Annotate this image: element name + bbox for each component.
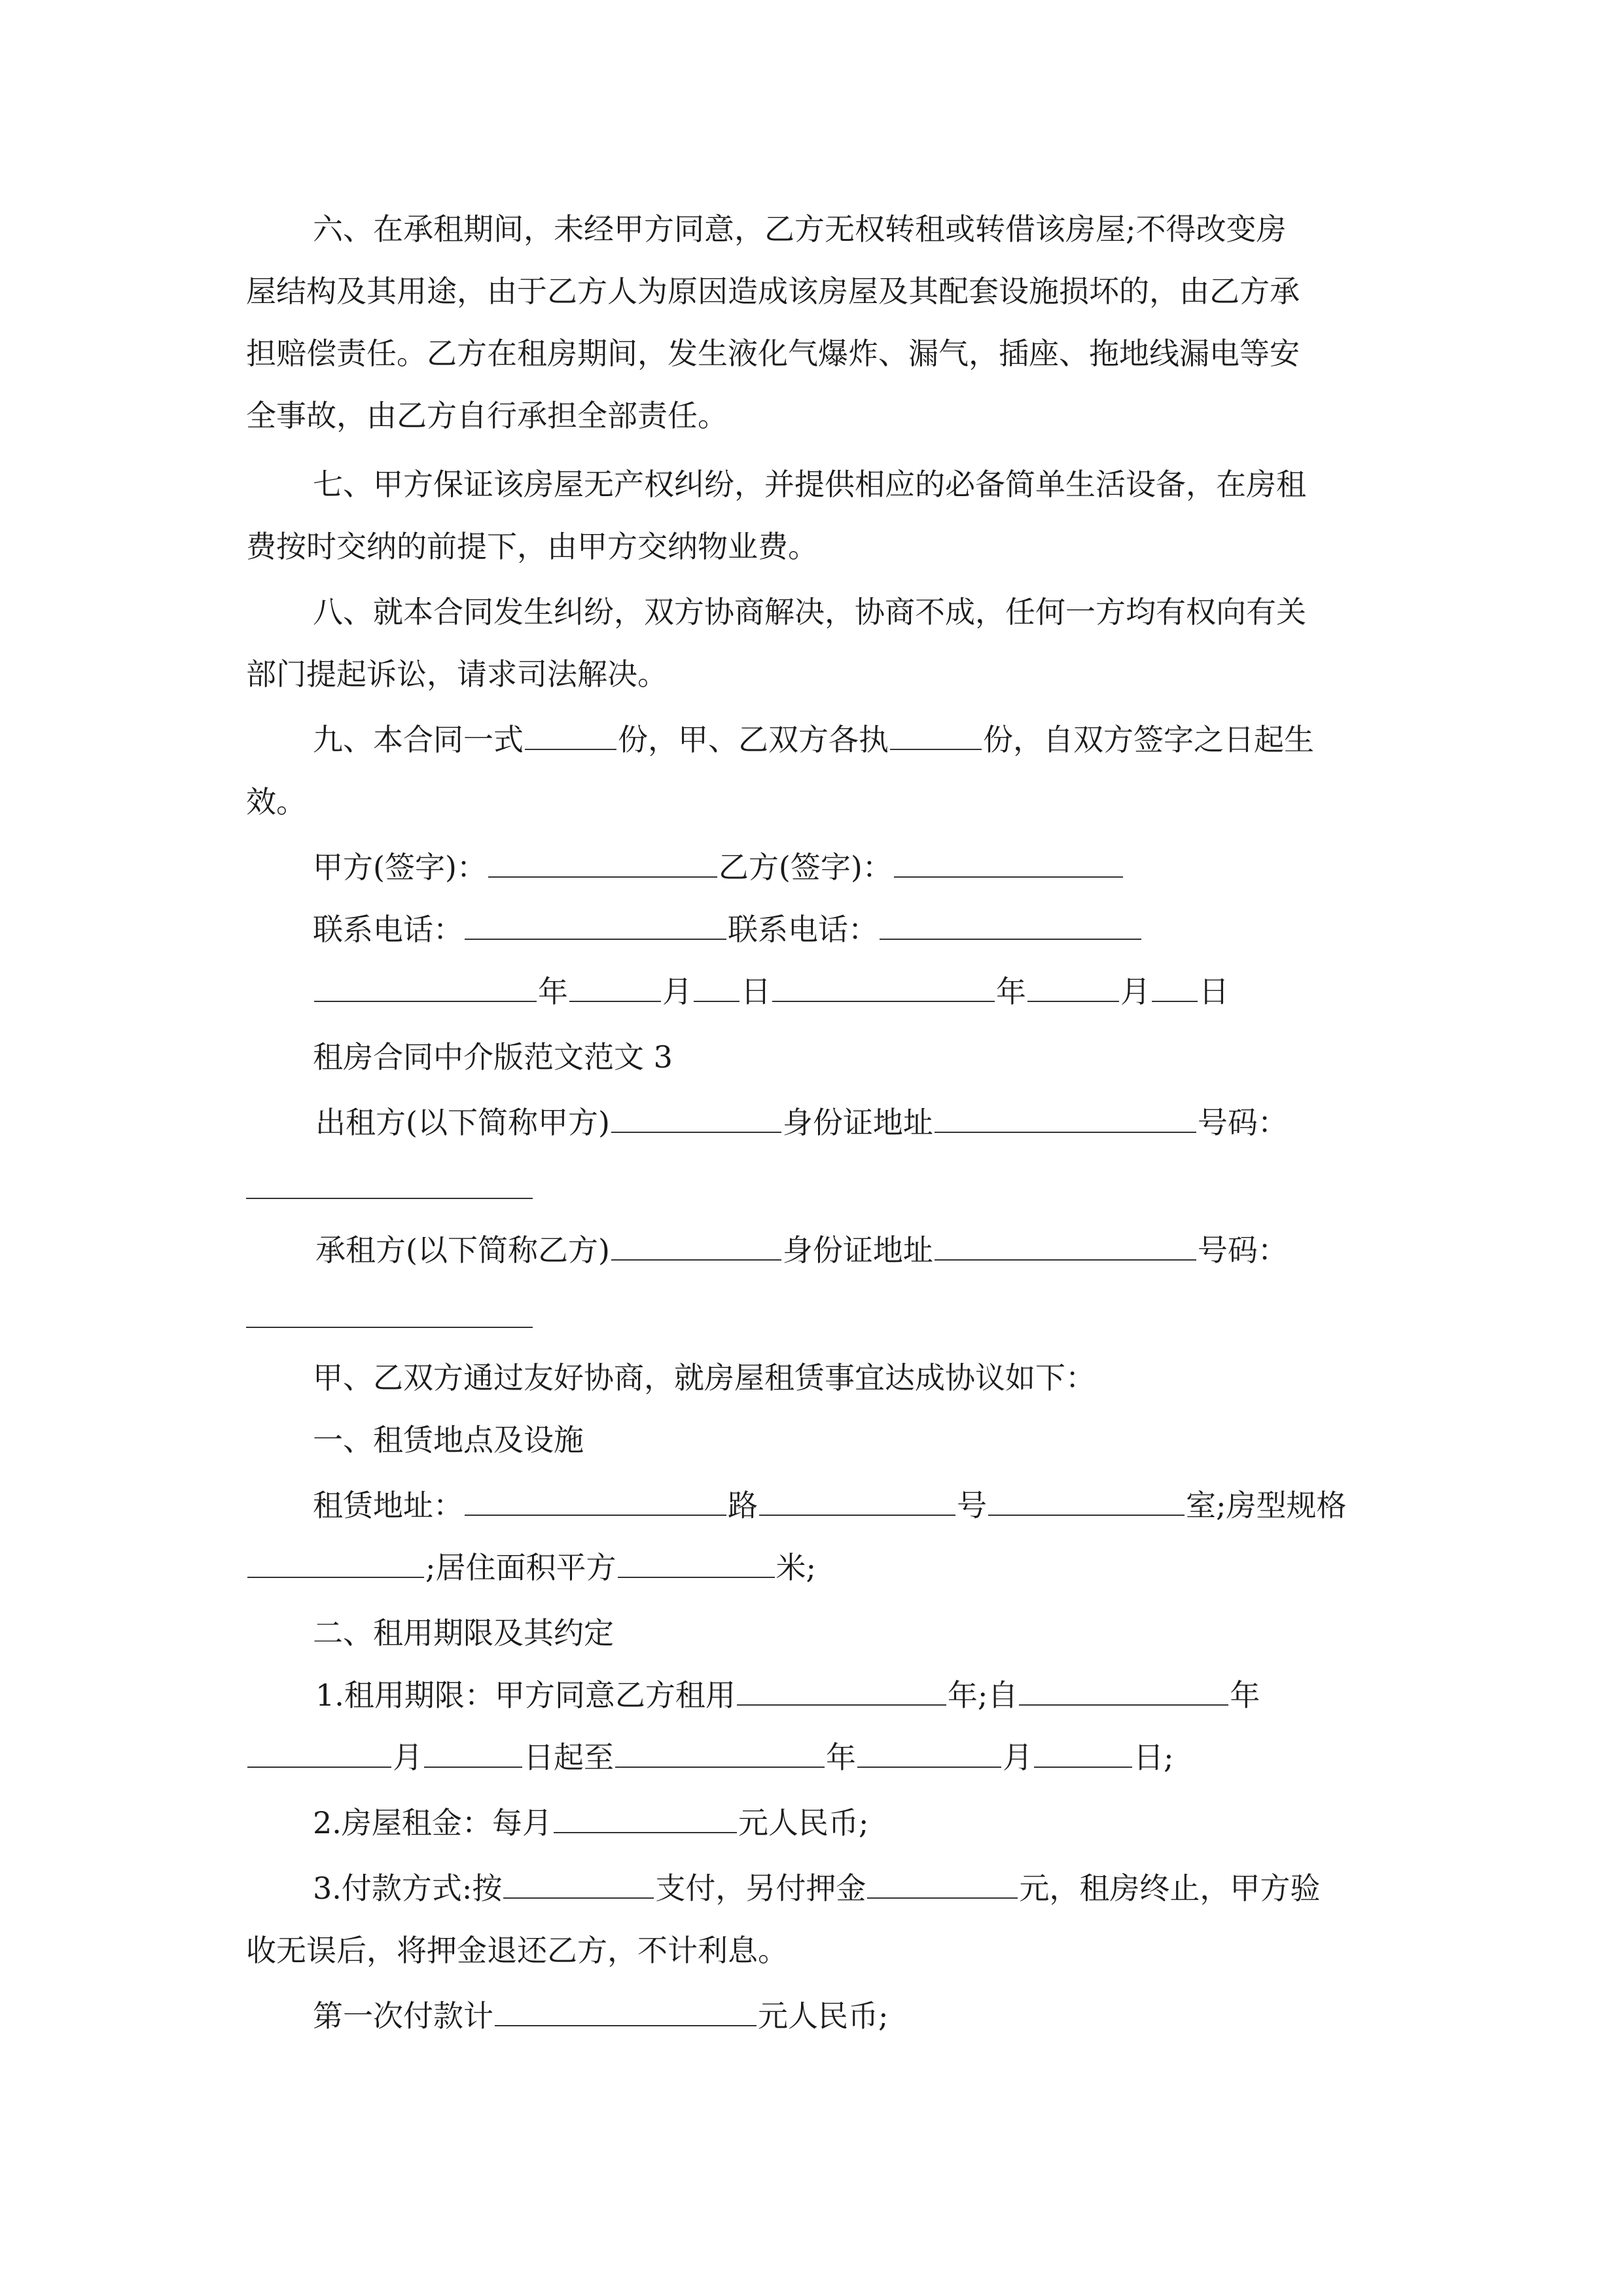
- meter-label: 米;: [776, 1550, 816, 1585]
- rental-address-label: 租赁地址：: [313, 1488, 463, 1523]
- copies-blank[interactable]: [525, 720, 616, 750]
- rent-row: [313, 1803, 868, 1842]
- copies-each-blank[interactable]: [890, 720, 982, 750]
- term-years-blank[interactable]: [737, 1676, 946, 1706]
- month-label: 月: [662, 974, 692, 1009]
- year-label: 年: [538, 974, 568, 1009]
- phone-row: [313, 910, 1143, 949]
- payment-method-blank[interactable]: [503, 1869, 654, 1899]
- term-label: 1.租用期限：甲方同意乙方租用: [315, 1677, 736, 1713]
- rent-blank[interactable]: [554, 1803, 737, 1833]
- rmb-label: 元人民币;: [758, 1998, 889, 2034]
- clause-8-line-1: 八、就本合同发生纠纷，双方协商解决，协商不成，任何一方均有权向有关: [313, 594, 1306, 630]
- room-type-label: 室;房型规格: [1186, 1488, 1347, 1523]
- party-a-year-blank[interactable]: [314, 972, 537, 1002]
- lessee-label: 承租方(以下简称乙方): [315, 1232, 610, 1268]
- lessor-id-address-blank[interactable]: [935, 1103, 1196, 1133]
- clause-7-line-1: 七、甲方保证该房屋无产权纠纷，并提供相应的必备简单生活设备，在房租: [313, 467, 1306, 502]
- party-b-phone-label: 联系电话：: [728, 912, 878, 947]
- clause-6-line-3: 担赔偿责任。乙方在租房期间，发生液化气爆炸、漏气，插座、拖地线漏电等安: [246, 336, 1300, 371]
- area-label: ;居住面积平方: [425, 1550, 616, 1585]
- lessor-number-blank[interactable]: [246, 1198, 533, 1199]
- clause-9-text-a: 九、本合同一式: [313, 722, 524, 757]
- year-label: 年: [996, 974, 1026, 1009]
- lessee-id-address-label: 身份证地址: [782, 1232, 933, 1268]
- area-row: [246, 1548, 816, 1587]
- payment-line-2: 收无误后，将押金退还乙方，不计利息。: [246, 1933, 788, 1968]
- month-label: 月: [393, 1740, 423, 1775]
- party-b-day-blank[interactable]: [1152, 972, 1198, 1002]
- rent-label: 2.房屋租金：每月: [313, 1805, 552, 1840]
- clause-9-line-2: 效。: [246, 784, 306, 819]
- term-year-label: 年;自: [947, 1677, 1018, 1713]
- section-1-heading: 一、租赁地点及设施: [313, 1422, 584, 1458]
- year-label: 年: [1230, 1677, 1260, 1713]
- agreement-intro: 甲、乙双方通过友好协商，就房屋租赁事宜达成协议如下：: [313, 1360, 1096, 1395]
- start-month-blank[interactable]: [247, 1738, 391, 1768]
- party-a-signature-blank[interactable]: [488, 848, 717, 878]
- date-row: [313, 972, 1229, 1011]
- deposit-label: 支付，另付押金: [655, 1871, 866, 1906]
- start-year-blank[interactable]: [1019, 1676, 1228, 1706]
- clause-9-text-b: 份，甲、乙双方各执: [618, 722, 889, 757]
- lessor-label: 出租方(以下简称甲方): [315, 1105, 610, 1140]
- number-label: 号: [957, 1488, 987, 1523]
- party-b-month-blank[interactable]: [1027, 972, 1119, 1002]
- start-day-blank[interactable]: [424, 1738, 522, 1768]
- month-label: 月: [1003, 1740, 1033, 1775]
- payment-label: 3.付款方式:按: [313, 1871, 503, 1906]
- road-blank[interactable]: [465, 1486, 726, 1516]
- deposit-blank[interactable]: [867, 1869, 1018, 1899]
- clause-6-line-2: 屋结构及其用途，由于乙方人为原因造成该房屋及其配套设施损坏的，由乙方承: [246, 274, 1300, 309]
- clause-7-line-2: 费按时交纳的前提下，由甲方交纳物业费。: [246, 529, 818, 564]
- party-a-month-blank[interactable]: [569, 972, 661, 1002]
- lessee-name-blank[interactable]: [611, 1230, 781, 1261]
- end-year-blank[interactable]: [615, 1738, 825, 1768]
- lessor-id-address-label: 身份证地址: [782, 1105, 933, 1140]
- signature-row: [313, 848, 1124, 887]
- rental-address-row: [313, 1486, 1347, 1525]
- section-2-heading: 二、租用期限及其约定: [313, 1615, 614, 1651]
- end-day-label: 日;: [1133, 1740, 1174, 1775]
- month-label: 月: [1120, 974, 1150, 1009]
- party-a-phone-blank[interactable]: [465, 910, 726, 940]
- end-month-blank[interactable]: [857, 1738, 1001, 1768]
- party-b-year-blank[interactable]: [772, 972, 995, 1002]
- lessee-id-address-blank[interactable]: [935, 1230, 1196, 1261]
- end-day-blank[interactable]: [1034, 1738, 1132, 1768]
- contract-3-title: 租房合同中介版范文范文 3: [313, 1039, 673, 1075]
- room-blank[interactable]: [988, 1486, 1185, 1516]
- party-a-day-blank[interactable]: [694, 972, 740, 1002]
- clause-9-text-c: 份，自双方签字之日起生: [983, 722, 1314, 757]
- lessor-row: [315, 1103, 1288, 1142]
- rmb-label: 元人民币;: [738, 1805, 869, 1840]
- room-type-blank[interactable]: [247, 1548, 424, 1578]
- lessee-number-blank[interactable]: [246, 1327, 533, 1328]
- payment-tail: 元，租房终止，甲方验: [1019, 1871, 1321, 1906]
- payment-row: [313, 1869, 1320, 1908]
- party-b-phone-blank[interactable]: [880, 910, 1141, 940]
- term-dates-row: [246, 1738, 1174, 1777]
- party-a-signature-label: 甲方(签字)：: [313, 850, 487, 885]
- road-label: 路: [728, 1488, 758, 1523]
- from-label: 日起至: [524, 1740, 614, 1775]
- first-payment-label: 第一次付款计: [313, 1998, 493, 2034]
- number-blank[interactable]: [759, 1486, 955, 1516]
- party-b-signature-blank[interactable]: [894, 848, 1123, 878]
- lessee-row: [315, 1230, 1288, 1270]
- year-label: 年: [826, 1740, 856, 1775]
- lessee-number-label: 号码：: [1197, 1232, 1288, 1268]
- first-payment-blank[interactable]: [495, 1996, 757, 2026]
- party-b-signature-label: 乙方(签字)：: [718, 850, 893, 885]
- lessor-number-label: 号码：: [1197, 1105, 1288, 1140]
- party-a-phone-label: 联系电话：: [313, 912, 463, 947]
- first-payment-row: [313, 1996, 889, 2036]
- day-label: 日: [741, 974, 771, 1009]
- day-label: 日: [1199, 974, 1229, 1009]
- clause-9-line-1: [313, 720, 1314, 759]
- lessor-name-blank[interactable]: [611, 1103, 781, 1133]
- term-row: [315, 1676, 1260, 1715]
- clause-6-line-1: 六、在承租期间，未经甲方同意，乙方无权转租或转借该房屋;不得改变房: [313, 211, 1287, 247]
- clause-6-line-4: 全事故，由乙方自行承担全部责任。: [246, 398, 728, 433]
- area-blank[interactable]: [618, 1548, 775, 1578]
- clause-8-line-2: 部门提起诉讼，请求司法解决。: [246, 656, 668, 692]
